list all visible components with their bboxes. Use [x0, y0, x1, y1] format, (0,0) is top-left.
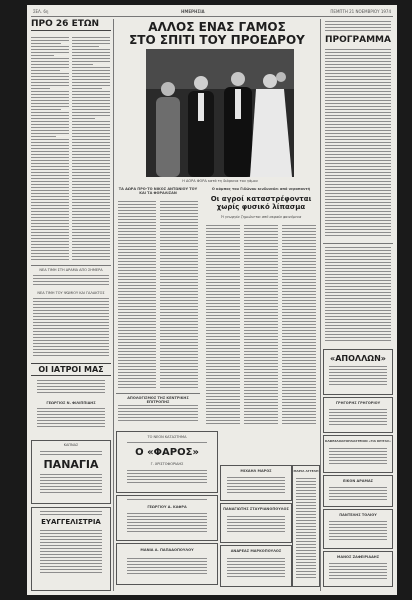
ad-panagia [31, 440, 111, 504]
right-column [323, 19, 393, 591]
ad-small: ΚΑΠΝΑΣ [63, 443, 79, 447]
ad-title: ΕΙΚΟΝ ΔΡΑΜΑΣ [342, 479, 374, 483]
text-block [282, 225, 316, 425]
ad-kritas [323, 435, 393, 473]
issue-date: ΠΕΜΠΤΗ 21 ΝΟΕΜΒΡΙΟΥ 1974 [330, 9, 391, 14]
ad-title: ΚΑΦΕΖΑΧΑΡΟΠΛΑΣΤΕΙΟΝ «ΓΙΑ ΚΡΙΤΑΣ» [325, 439, 391, 443]
ad-faros [116, 431, 218, 493]
ad-title: ΜΙΧΑΗΛ ΜΑΡΟΣ [240, 469, 272, 473]
text-block [33, 298, 109, 358]
text-block [325, 247, 391, 343]
list-title: ΤΑ ΔΩΡΑ ΠΡΟ-ΤΟ ΝΙΚΟΣ ΑΝΤΩΝΙΟΥ ΤΟΥ ΚΑΙ ΤΑ ΦΟΡΑΛΙΣΑΝ [118, 187, 198, 195]
sub-headline: Ο κάμπος του Γιδώνου κινδυνεύει από νεροποντή [211, 187, 311, 191]
ad-papadopoulou [116, 543, 218, 585]
sub-headline-2: Οι αγροί καταστρέφονται χωρίς φυσικό λίπασμα [210, 195, 312, 211]
text-block [72, 37, 110, 262]
ad-title: ΕΥΑΓΓΕΛΙΣΤΡΙΑ [41, 518, 101, 526]
text-block [244, 225, 278, 425]
ad-evangelistria [31, 507, 111, 591]
ad-title: ΑΝΔΡΕΑΣ ΜΑΡΚΟΠΟΥΛΟΣ [230, 549, 282, 553]
ad-title: ΜΑΝΙΑ Α. ΠΑΠΑΔΟΠΟΥΛΟΥ [140, 548, 194, 552]
page-header [31, 7, 393, 17]
ad-title: ΠΑΝΤΕΛΗΣ ΤΟΛΙΟΥ [339, 513, 377, 517]
left-title: ΠΡΟ 26 ΕΤΩΝ [31, 19, 111, 31]
doctors-heading: ΟΙ ΙΑΤΡΟΙ ΜΑΣ [31, 363, 111, 376]
ad-title: ΜΑΡΙΑ ΑΓΓΕΛΗ [293, 469, 319, 473]
column-rule [320, 19, 321, 591]
program-text [325, 49, 391, 239]
middle-column [116, 19, 318, 591]
ad-eikon [323, 475, 393, 507]
text-block [37, 380, 105, 398]
ad-toliou [323, 509, 393, 549]
newspaper-page [27, 5, 397, 595]
ad-apollon [323, 349, 393, 395]
photo-caption: Η ΔΟΡΑ ΦΟΡΔ κατά τη διάρκεια του γάμου [182, 179, 258, 183]
ad-title: «ΑΠΟΛΛΩΝ» [330, 354, 386, 363]
ad-title: ΓΡΗΓΟΡΗΣ ΓΡΗΓΟΡΙΟΥ [335, 401, 381, 405]
ad-title: Ο «ΦΑΡΟΣ» [135, 447, 199, 458]
text-block [37, 408, 105, 432]
main-headline: ΑΛΛΟΣ ΕΝΑΣ ΓΑΜΟΣ [148, 20, 286, 34]
ad-grigoriou [323, 397, 393, 433]
name-list [160, 201, 198, 389]
left-column [31, 19, 111, 591]
program-heading: ΠΡΟΓΡΑΜΜΑ [325, 35, 391, 45]
ad-zafeiriadis [323, 551, 393, 587]
text-block [118, 405, 198, 425]
ad-title: ΜΑΝΟΣ ΖΑΦΕΙΡΙΑΔΗΣ [336, 555, 380, 559]
paper-name: ΗΜΕΡΗΣΙΑ [181, 9, 205, 14]
ad-title: ΠΑΝΑΓΙΩΤΗΣ ΣΤΑΥΡΙΑΝΟΠΟΥΛΟΣ [223, 507, 289, 511]
sub-italic: Ή γεωργία ζημιώνεται από ακραία φαινόμενα [220, 215, 302, 219]
ad-aggeli [292, 465, 320, 587]
ad-markopoulos [220, 545, 292, 587]
ad-stavrianopoulos [220, 503, 292, 543]
text-block [33, 275, 109, 289]
photo-figures [146, 49, 294, 177]
ad-kafra [116, 495, 218, 541]
doctor-name: ΓΕΩΡΓΙΟΣ Ν. ΦΙΛΙΠΠΙΔΗΣ [46, 401, 96, 405]
small-headline: ΝΕΑ ΤΙΜΗ ΤΟΥ ΨΩΜΙΟΥ ΚΑΙ ΓΑΛΑΚΤΟΣ [37, 291, 105, 295]
small-headline: ΝΕΑ ΤΙΜΗ ΣΤΗ ΔΡΑΜΑ ΑΠΟ ΣΗΜΕΡΑ [39, 268, 103, 272]
text-block [31, 37, 69, 262]
ad-title: ΠΑΝΑΓΙΑ [43, 458, 99, 471]
text-block [206, 225, 240, 425]
column-rule [113, 19, 114, 591]
ad-maros [220, 465, 292, 501]
wedding-photo [146, 49, 294, 177]
name-list [118, 201, 156, 389]
ad-small: ΤΟ ΝΕΟΝ ΚΑΤΑΣΤΗΜΑ [147, 435, 187, 439]
page-number: ΣΕΛ. 6η [33, 9, 49, 14]
ad-owner: Γ. ΧΡΙΣΤΟΦΟΡΙΔΗΣ [150, 462, 184, 466]
report-title: ΑΠΟΛΟΓΙΣΜΟΣ ΤΗΣ ΚΕΝΤΡΙΚΗΣ ΕΠΙΤΡΟΠΗΣ [127, 396, 189, 404]
ad-title: ΓΕΩΡΓΙΟΥ Δ. ΚΑΦΡΑ [147, 505, 187, 509]
main-headline-2: ΣΤΟ ΣΠΙΤΙ ΤΟΥ ΠΡΟΕΔΡΟΥ [129, 33, 305, 47]
